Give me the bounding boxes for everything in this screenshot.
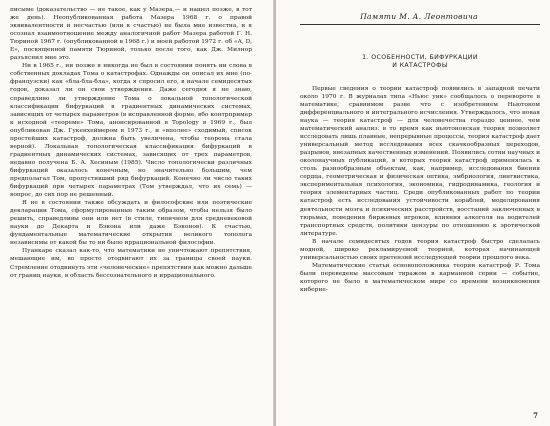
right-page	[276, 0, 550, 426]
section-title-line: И КАТАСТРОФЫ	[392, 62, 448, 70]
right-paragraph: В начале семидесятых годов теория катастроф быстро сделалась модной, широко рекламируемой теорией, которая начинающей универсальностью своих претензий исследующей теории прошлого века.	[300, 238, 540, 261]
page-number: 7	[533, 411, 538, 420]
left-paragraph: Пуанкаре сказал как-то, что математики не уничтожают препятствия, мешающие им, во просто отодвигают их за границы своей науки. Стремление отодвинуть эти «человеческие» препятствия как можно дальше от границ науки, в область бессознательного и иррационального.	[10, 248, 252, 279]
header-rule	[300, 24, 540, 25]
left-paragraph: писыме (доказательство — не такое, как у Мазера,— и нашел позже, в тот же день). Неопубликованная работа Мазера 1968 г. о правой эквивалентности и несчастью (или к счастью) не была мне известна, и я осознал взаимоотношение между аналогичной работ Мазера работой Г. Н. Тюриной 1967 г. (опубликованной в 1968 г.) и моей работой 1972 г. об «A, D, E», посвященной памяти Тюриной, только после того, как Дж. Милнор разъяснил мне это.	[10, 7, 252, 62]
section-title	[300, 54, 540, 71]
right-text-column	[300, 54, 540, 294]
section-title-line: 1. ОСОБЕННОСТИ, БИФУРКАЦИИ	[362, 54, 478, 61]
left-paragraph: Я не в состоянии также обсуждать и философские или поэтические декларации Тома, сформулированные таким образом, чтобы нельзя было решить, справедливы они или нет (в стиле, типичном для средневековой науки до Декарта и Бэкона или даже Бэконов). К счастью, фундаментальные математические открытия великого тополога независимы от какой бы то ни было иррациональной философии.	[10, 200, 252, 247]
left-text-column	[10, 6, 252, 280]
right-paragraph: Математические статьи основоположника теории катастроф Р. Тома были переведены массовым тиражом в карманной серии — событие, которого не было в математическом мире со времени возникновения киберне-	[300, 262, 540, 293]
left-paragraph: Ни в 1965 г., ни позже я никогда не был в состоянии понять ни слова в собственных докладах Тома о катастрофах. Однажды он описал их мне (по-французски) как «бла-бла-бла», когда я спросил его, в начале семидесятых годов, доказал ли он свои утверждения. Даже сегодня я не знаю, справедливо ли утверждение Тома о локальной топологической классификации бифуркаций в градиентных динамических системах, зависящих от четырех параметров (в исправленной форме, вбо контрпример к исходной «теореме» Тома, анонсированной в Topology в 1969 г., был опубликован Дж. Гукенхеймером в 1973 г., и «вполне» сходимый, список простейших катастроф, должна быть увеличена, чтобы теорема стала верной). Локальная топологическая классификация бифуркаций в градиентных динамических системах, зависящих от трех параметров, недавно получена Б. А. Хесиным (1985). Число топологически различных бифуркаций оказалось конечным, но значительно большим, чем предполагал Том, пропустивший ряд бифуркаций. Конечно ли число таких бифуркаций при четырех параметрах (Том утверждал, что их семь) — вопрос, до сих пор не решенный.	[10, 63, 252, 199]
running-head: Памяти М. А. Леонтовича	[360, 12, 478, 21]
right-paragraph: Первые сведения о теории катастроф появились в западной печати около 1970 г. В журналах типа «Ньюс уик» сообщалось о перевороте в математике, сравнимом разве что с изобретением Ньютоном дифференциального и интегрального исчисления. Утверждалось, что новая наука — теория катастроф — для человечества гораздо ценнее, чем математический анализ: в то время как ньютоновская теория позволяет исследовать лишь плавные, непрерывные процессы, теория катастроф дает универсальный метод исследования всех скачкообразных переходов, разрывов, внезапных качественных изменений. Появились сотни научных и околонаучных публикаций, в которых теория катастроф применялась к столь разнообразным объектам, как, например, исследования биения сердца, геометрическая и физическая оптика, эмбриология, лингвистика, экспериментальная психология, экономика, гидродинамика, геология и теория элементарных частиц. Среди опубликованных работ по теории катастроф есть исследования устойчивости кораблей, моделирования деятельности мозга и психических расстройств, восстаний заключенных в тюрьмах, поведения биржевых игроков, влияния алкоголя на водителей транспортных средств, политики цензуры по отношению к эротической литературе.	[300, 85, 540, 237]
left-page	[0, 0, 274, 426]
